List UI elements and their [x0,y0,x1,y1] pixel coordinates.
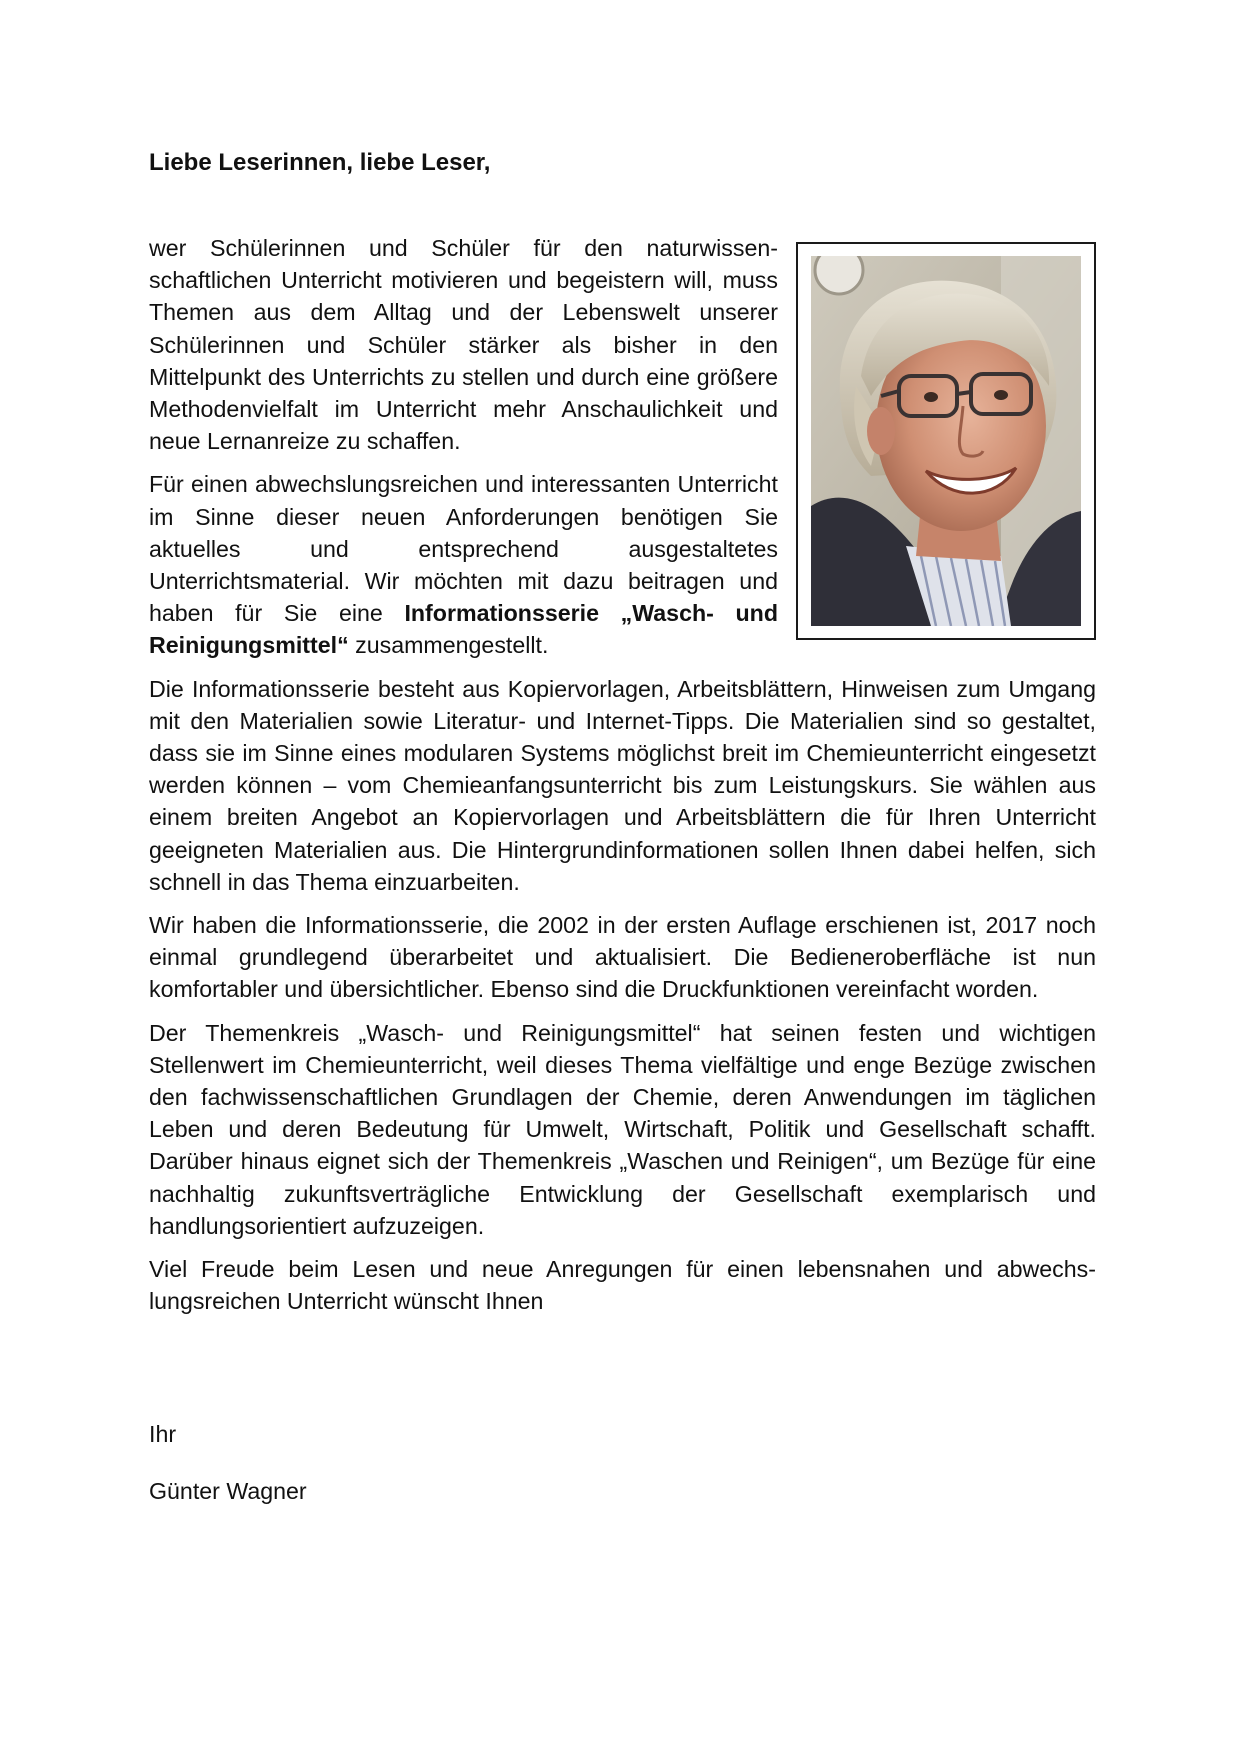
letter-body [149,232,1096,1329]
portrait-photo-icon [811,256,1081,626]
paragraph-4: Wir haben die Informationsserie, die 2002 in der ersten Auflage erschienen ist, 2017 noch einmal grundlegend überarbeitet und aktualisiert. Die Bedieneroberfläche ist nun komfortabler und übersichtlicher. Ebenso sind die Druckfunktionen vereinfacht worden. [149,912,1096,1003]
author-portrait-image [811,256,1081,626]
paragraph-1: wer Schülerinnen und Schüler für den naturwissenschaftlichen Unterricht motivieren und begeistern will, muss Themen aus dem Alltag und der Lebenswelt unserer Schülerinnen und Schüler stärker als bisher in den Mittelpunkt des Unterrichts zu stellen und durch eine größere Methodenvielfalt im Unterricht mehr Anschaulichkeit und neue Lernanreize zu schaffen. [149,235,778,455]
author-photo-frame [796,242,1096,640]
paragraph-2-text-start: Für einen abwechslungsreichen und interessanten Unterricht im Sinne dieser neuen Anforderungen benötigen Sie aktuelles und entsprechend ausgestaltetes Unterrichtsmaterial. Wir möchten mit dazu beitragen und haben für Sie eine [149,471,778,627]
paragraph-6: Viel Freude beim Lesen und neue Anregungen für einen lebensnahen und abwechslungsreichen Unterricht wünscht Ihnen [149,1256,1096,1315]
paragraph-2-text-end: zusammengestellt. [348,632,549,659]
author-signature: Günter Wagner [149,1478,307,1504]
series-title-bold: Informationsserie „Wasch- und Reinigungsmittel“ [149,600,778,659]
paragraph-3: Die Informationsserie besteht aus Kopiervorlagen, Arbeitsblättern, Hinweisen zum Umgang mit den Materialien sowie Literatur- und Internet-Tipps. Die Materialien sind so gestaltet, dass sie im Sinne eines modularen Systems möglichst breit im Chemieunterricht eingesetzt werden können – vom Chemieanfangsunterricht bis zum Leistungskurs. Sie wählen aus einem breiten Angebot an Kopiervorlagen und Arbeitsblättern die für Ihren Unterricht geeigneten Materialien aus. Die Hintergrundinformationen sollen Ihnen dabei helfen, sich schnell in das Thema einzuarbeiten. [149,675,1096,895]
salutation-heading: Liebe Leserinnen, liebe Leser, [149,149,491,176]
closing-ihr: Ihr [149,1421,177,1447]
paragraph-5: Der Themenkreis „Wasch- und Reinigungsmittel“ hat seinen festen und wichtigen Stellenwert im Chemieunterricht, weil dieses Thema vielfältige und enge Bezüge zwischen den fachwissenschaftlichen Grundlagen der Chemie, deren Anwendungen im täglichen Leben und deren Bedeutung für Umwelt, Wirtschaft, Politik und Gesellschaft schafft. Darüber hinaus eignet sich der Themenkreis „Waschen und Reinigen“, um Bezüge für eine nachhaltig zukunftsverträgliche Entwicklung der Gesellschaft exemplarisch und handlungsorientiert aufzuzeigen. [149,1019,1096,1239]
